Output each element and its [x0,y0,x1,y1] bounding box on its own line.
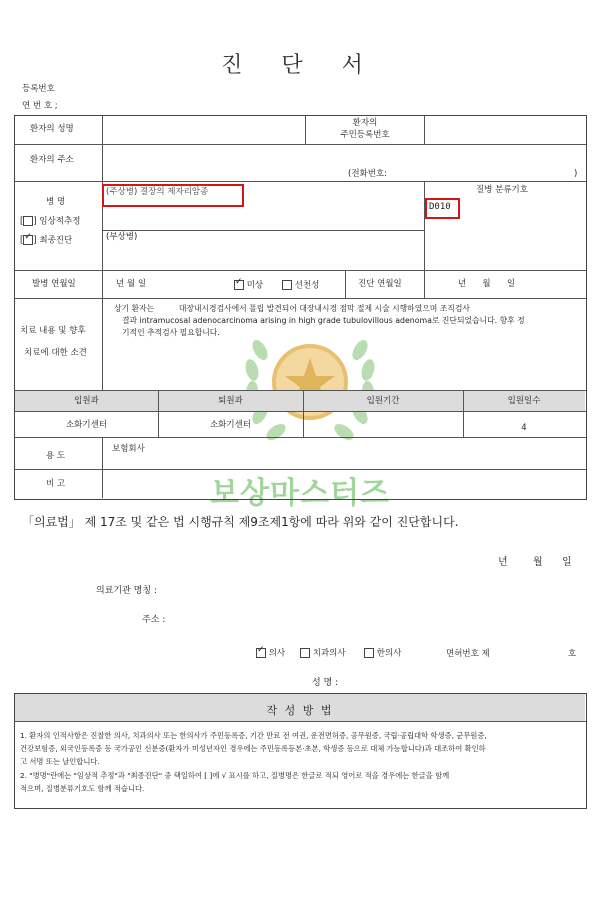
disease-code-label: 질병 분류기호 [476,185,528,195]
admit-dept-value: 소화기센터 [65,420,108,430]
treatment-text-line3: 기적인 추적검사 필요합니다. [122,328,220,337]
oriental-doctor-option: 한의사 [364,648,401,658]
registration-number-label: 등록번호 [22,84,55,94]
treatment-label-line2: 치료에 대한 소견 [24,348,87,358]
license-number-label: 면허번호 제 [446,649,490,659]
legal-declaration: 「의료법」 제 17조 및 같은 법 시행규칙 제9조제1항에 따라 위와 같이 진단합니다. [22,515,459,529]
disease-code-value: D010 [429,202,451,212]
clinical-estimate-option: [ ] 임상적추정 [20,216,81,227]
treatment-label-line1: 치료 내용 및 향후 [20,326,86,336]
dentist-checkbox[interactable] [300,648,310,658]
congenital-option: 선천성 [282,280,319,290]
diagnosis-date-value: 년 월 일 [458,279,516,289]
onset-unknown-checkbox[interactable]: ✓ [234,280,244,290]
phone-close: ) [574,169,578,179]
patient-address-label: 환자의 주소 [30,155,74,165]
patient-name-label: 환자의 성명 [30,124,74,134]
final-diagnosis-option: [ ✓ ] 최종진단 [20,232,73,246]
admission-days-header: 입원일수 [507,396,541,406]
page-title: 진 단 서 [221,53,379,78]
onset-unknown-option: ✓ 미상 [235,277,264,291]
instruction-line-1: 1. 환자의 인적사항은 진찰한 의사, 치과의사 또는 한의사가 주민등록증, 기간 만료 전 여권, 운전면허증, 공무원증, 국립·공립대학 학생증, 군무원증, [20,731,487,740]
institution-address-label: 주소 : [142,615,166,625]
discharge-dept-header: 퇴원과 [218,396,243,406]
instruction-line-3: 고 서명 또는 날인합니다. [20,757,100,766]
dentist-option: 치과의사 [300,648,346,658]
date-month: 월 [533,557,543,568]
date-day: 일 [562,557,572,568]
doctor-checkbox[interactable]: ✓ [256,648,266,658]
final-diagnosis-checkbox[interactable]: ✓ [23,235,33,245]
treatment-text-line2: 결과 intramucosal adenocarcinoma arising in high grade tubulovillous adenoma로 진단되었습니다. 향후 정 [122,316,525,325]
treatment-text-line1: 상기 환자는 대장내시경검사에서 폴립 발견되어 대장내시경 점막 절제 시술 시행하였으며 조직검사 [114,304,470,313]
institution-name-label: 의료기관 명칭 : [96,586,157,596]
sub-disease-prefix: (부상병) [106,232,138,242]
congenital-checkbox[interactable] [282,280,292,290]
clinical-estimate-checkbox[interactable] [23,216,33,226]
admission-days-value: 4 [521,423,527,433]
watermark-text: 보상마스터즈 [210,476,390,511]
patient-id-label-line2: 주민등록번호 [340,130,390,140]
onset-date-value: 년 월 일 [116,279,147,289]
main-disease-field: (주상병) 결장의 제자리암종 [106,187,209,197]
serial-number-label: 연 번 호 ; [22,101,58,111]
diagnosis-date-label: 진단 연월일 [358,279,402,289]
date-year: 년 [498,557,508,568]
oriental-doctor-checkbox[interactable] [364,648,374,658]
instructions-title: 작 성 방 법 [266,704,334,717]
main-disease-value: 결장의 제자리암종 [139,187,209,197]
purpose-value: 보험회사 [112,444,145,454]
admission-period-header: 입원기간 [366,396,400,406]
license-number-suffix: 호 [568,649,577,659]
instruction-line-4: 2. "병명"란에는 "임상적 추정"과 "최종진단" 중 택일하여 [ ]에 √ 표시를 하고, 질병명은 한글로 적되 영어로 적을 경우에는 한글을 함께 [20,771,450,780]
remarks-label: 비 고 [46,479,66,489]
discharge-dept-value: 소화기센터 [209,420,252,430]
phone-label: (전화번호: [348,169,388,179]
purpose-label: 용 도 [46,451,66,461]
patient-id-label-line1: 환자의 [352,118,378,128]
admit-dept-header: 입원과 [74,396,99,406]
instruction-line-2: 건강보험증, 외국인등록증 등 국가공인 신분증(환자가 미성년자인 경우에는 주민등록등본·초본, 학생증 등으로 대체 가능합니다)과 대조하여 확인하 [20,744,486,753]
disease-name-label: 병 명 [46,197,66,207]
onset-date-label: 발병 연월일 [32,279,76,289]
signature-label: 성 명 : [312,678,339,688]
instruction-line-5: 적으며, 질병분류기호도 함께 적습니다. [20,784,145,793]
doctor-option: ✓ 의사 [257,645,286,659]
